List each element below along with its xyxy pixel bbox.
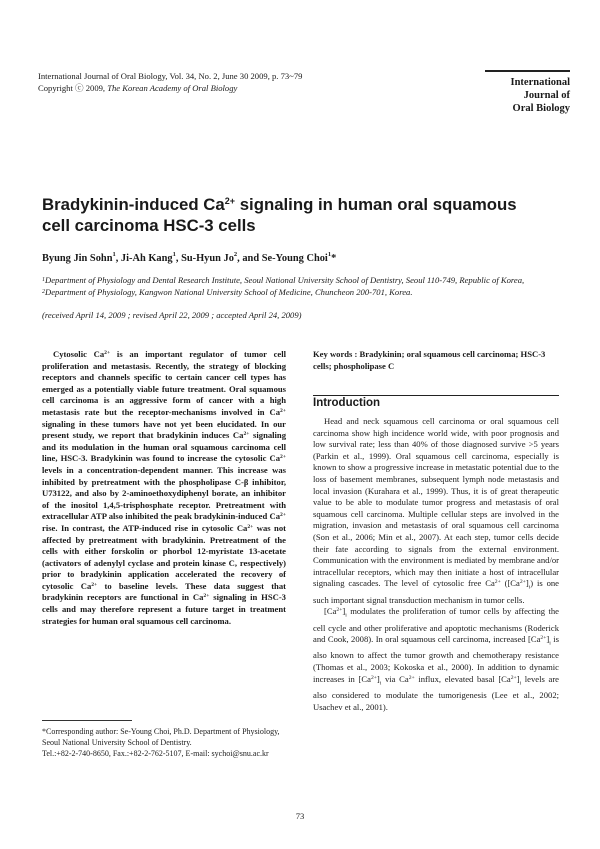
author-name: Ji-Ah Kang <box>120 253 173 264</box>
footnote-contact: Tel.:+82-2-740-8650, Fax.:+82-2-762-5107, E-mail: sychoi@snu.ac.kr <box>42 749 269 758</box>
superscript: 2+ <box>280 454 286 461</box>
abstract-paragraph <box>42 349 286 627</box>
journal-logo-box <box>485 70 570 115</box>
subscript: i <box>379 680 382 687</box>
author-name: Byung Jin Sohn <box>42 253 113 264</box>
superscript: 2+ <box>247 523 254 530</box>
intro-text: ] <box>546 634 550 645</box>
intro-text: modulates the proliferation of tumor cells by affecting the cell cycle and other proliferative and apoptotic mechanisms (Roderick and Cook, 2008). In oral squamous cell carcinoma, increased [Ca <box>313 606 559 645</box>
abstract-text: signaling in HSC-3 cells and may therefore represent a future target in treatment strategies for human oral squamous cell carcinoma. <box>42 592 286 626</box>
subscript: i <box>519 680 522 687</box>
title-superscript: 2+ <box>224 196 236 206</box>
intro-text: [Ca <box>324 606 337 617</box>
copyright-holder: The Korean Academy of Oral Biology <box>107 82 238 93</box>
author-affil-mark: 1 <box>327 251 332 258</box>
intro-paragraph-2 <box>313 606 559 713</box>
author-list <box>42 253 336 264</box>
affiliations <box>42 275 562 298</box>
superscript: 2+ <box>243 431 250 438</box>
author-separator: , and <box>237 253 262 264</box>
intro-text: ] <box>342 606 346 617</box>
affil-mark-2: 2 <box>42 288 45 295</box>
superscript: 2+ <box>336 607 343 614</box>
superscript: 2+ <box>540 635 547 642</box>
abstract-text: levels in a concentration-dependent manner. This increase was inhibited by pretreatment with the phospholipase C-β inhibitor, U73122, and also by 2-aminoethoxydiphenyl borate, an inhibitor of the inositol 1,4,5-trisphosphate receptor. Pretreatment with extracellular ATP also inhibited the peak bradykinin-induced Ca <box>42 464 286 522</box>
superscript: 2+ <box>280 407 286 414</box>
received-dates: (received April 14, 2009 ; revised April 22, 2009 ; accepted April 24, 2009) <box>42 310 302 320</box>
superscript: 2+ <box>370 674 377 681</box>
superscript: 2+ <box>203 593 210 600</box>
copyright-prefix: Copyright ⓒ 2009, <box>38 82 108 93</box>
abstract <box>42 349 286 627</box>
superscript: 2+ <box>519 579 526 586</box>
section-rule <box>313 395 559 396</box>
superscript: 2+ <box>408 674 415 681</box>
abstract-text: rise. In contrast, the ATP-induced rise in cytosolic Ca <box>42 522 248 533</box>
journal-citation <box>38 71 458 94</box>
footnote-rule <box>42 720 132 721</box>
paper-title <box>42 194 542 236</box>
author-affil-mark: 1 <box>172 251 176 258</box>
superscript: 2+ <box>494 579 501 586</box>
journal-box-line-1: International <box>510 77 570 88</box>
affiliation-2: Department of Physiology, Kangwon National University School of Medicine, Chuncheon 200-701, Korea. <box>45 286 413 297</box>
intro-text: ] <box>525 578 529 589</box>
intro-text: is also known to affect the tumor growth and chemotherapy resistance (Thomas et al., 2003; Kokoska et al., 2000). In addition to dynamic increases in [Ca <box>313 634 559 684</box>
footnote-author: *Corresponding author: Se-Young Choi, Ph.D. Department of Physiology, Seoul National University School of Dentistry. <box>42 727 280 747</box>
author-separator: , <box>115 253 121 264</box>
subscript: i <box>549 640 551 647</box>
title-part-1: Bradykinin-induced Ca <box>42 195 225 214</box>
abstract-text: was not affected by pretreatment with bradykinin. Pretreatment of the cells with either forskolin or phorbol 12-myristate 13-acetate (activators of adenylyl cyclase and protein kinase C, respectively) prior to bradykinin application accelerated the recovery of cytosolic Ca <box>42 522 286 591</box>
intro-text: Head and neck squamous cell carcinoma or oral squamous cell carcinoma show high incidence world wide, with poor prognosis and low survival rate; less than 40% of those diagnosed survive >5 years (Parkin et al., 1999). Oral squamous cell carcinoma, especially is known to show a progressive increase in metastatic potential due to the loss of basement membranes, subsequent lymph node metastasis and local invasion (Kurahara et al., 1999). Thus, it is of great therapeutic value to be able to modulate tumor progress and metastasis of oral squamous cell carcinoma. Multiple cellular steps are involved in the migration, invasion and metastasis of oral squamous cell carcinoma (Son et al., 2006; Min et al., 2007). At each step, tumor cells decide their fate according to signals from the external environment. Communication with the environment is mediated by membrane and/or intracellular receptors, which may then initiate a host of intracellular signaling cascades. The level of cytosolic free Ca <box>313 416 559 589</box>
author-name: Su-Hyun Jo <box>181 253 234 264</box>
intro-text: ) is one such important signal transduction mechanism in tumor cells. <box>313 578 559 605</box>
journal-volume-line: International Journal of Oral Biology, Vol. 34, No. 2, June 30 2009, p. 73~79 <box>38 71 303 81</box>
superscript: 2+ <box>104 350 111 356</box>
author-affil-mark: 2 <box>233 251 238 258</box>
abstract-text: is an important regulator of tumor cell proliferation and metastasis. Recently, the strategy of blocking receptors and channels specific to certain cancer cell types has emerged as a potentially viable future treatment. Oral squamous cell carcinoma is an aggressive form of cancer with a high metastasis rate but the receptor-mechanisms involved in Ca <box>42 349 286 417</box>
affil-mark-1: 1 <box>42 277 45 283</box>
copyright-line <box>38 83 458 95</box>
superscript: 2+ <box>510 674 517 681</box>
intro-paragraph-1 <box>313 416 559 606</box>
abstract-text: to baseline levels. These data suggest that bradykinin receptors are functional in Ca <box>42 580 286 603</box>
intro-text: ([Ca <box>500 578 520 589</box>
intro-text: ] <box>516 673 520 684</box>
journal-box-line-2: Journal of <box>523 90 570 101</box>
corresponding-mark: * <box>331 253 337 264</box>
keywords: Key words : Bradykinin; oral squamous cell carcinoma; HSC-3 cells; phospholipase C <box>313 349 546 371</box>
journal-box-line-3: Oral Biology <box>512 103 570 114</box>
intro-text: via Ca <box>381 673 409 684</box>
subscript: i <box>528 585 531 592</box>
author-affil-mark: 1 <box>112 251 116 258</box>
corresponding-author-footnote <box>42 726 292 759</box>
abstract-text: signaling in these tumors have not yet been elucidated. In our present study, we report that bradykinin induces Ca <box>42 418 286 441</box>
superscript: 2+ <box>280 512 286 519</box>
intro-text: influx, elevated basal [Ca <box>414 673 511 684</box>
author-name: Se-Young Choi <box>261 253 328 264</box>
title-part-2: signaling in human oral squamous cell carcinoma HSC-3 cells <box>42 195 517 235</box>
section-heading-introduction: Introduction <box>313 397 381 409</box>
superscript: 2+ <box>91 581 98 588</box>
author-separator: , <box>175 253 182 264</box>
abstract-text: signaling and its modulation in the human oral squamous carcinoma cell line, HSC-3. Bradykinin was found to increase the cytosolic Ca <box>42 430 286 464</box>
page-number: 73 <box>295 811 305 821</box>
intro-text: ] <box>376 673 380 684</box>
intro-text: levels are also considered to modulate the tumorigenesis (Lee et al., 2002; Usachev et al., 2001). <box>313 673 560 712</box>
affiliation-1: Department of Physiology and Dental Research Institute, Seoul National University School of Dentistry, Seoul 110-749, Republic of Korea, <box>45 275 525 285</box>
introduction-body <box>313 416 559 713</box>
subscript: i <box>345 612 347 619</box>
abstract-text: Cytosolic Ca <box>53 349 105 359</box>
